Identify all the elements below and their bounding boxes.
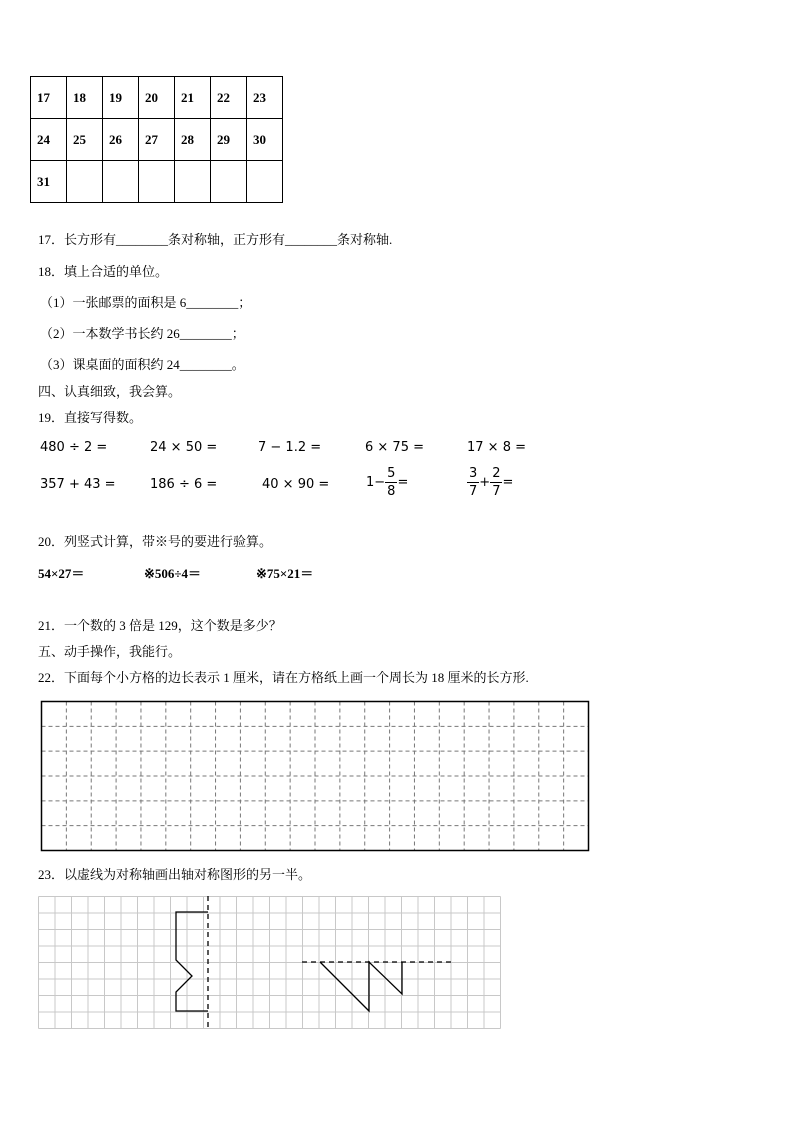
fraction-denominator: 7 [469,484,478,499]
calc-item: 186 ÷ 6 = [150,477,218,492]
vertical-calc-item: ※75×21＝ [256,566,314,581]
calendar-table [30,76,283,203]
calendar-cell [175,161,211,203]
calendar-cell: 30 [247,119,283,161]
fraction [467,465,479,500]
section-5-heading: 五、动手操作，我能行。 [38,644,182,659]
question-23: 23．以虚线为对称轴画出轴对称图形的另一半。 [38,867,312,882]
plus-sign: + [479,475,491,490]
calendar-cell: 31 [31,161,67,203]
calendar-cell: 20 [139,77,175,119]
calc-item: 7 − 1.2 = [258,440,322,455]
fraction-lead: 1− [366,475,386,490]
calendar-cell: 23 [247,77,283,119]
calc-item: 357 + 43 = [40,477,116,492]
calendar-cell [211,161,247,203]
question-18-item-3: （3）课桌面的面积约 24________。 [40,357,245,372]
fraction [490,465,502,500]
question-22: 22．下面每个小方格的边长表示 1 厘米，请在方格纸上画一个周长为 18 厘米的长方形. [38,670,529,685]
fraction-denominator: 8 [387,484,396,499]
question-19-title: 19．直接写得数。 [38,410,143,425]
fraction-numerator: 5 [387,466,396,481]
symmetry-grid[interactable] [38,896,504,1030]
fraction-numerator: 3 [469,466,478,481]
calc-item: 24 × 50 = [150,440,218,455]
question-18-title: 18．填上合适的单位。 [38,264,169,279]
fraction [385,465,397,500]
calendar-row [31,77,283,119]
calendar-cell [139,161,175,203]
question-17: 17．长方形有________条对称轴，正方形有________条对称轴. [38,232,393,247]
calendar-cell [103,161,139,203]
calendar-cell: 26 [103,119,139,161]
question-18-item-2: （2）一本数学书长约 26________； [40,326,245,341]
calc-item: 17 × 8 = [467,440,526,455]
dashed-grid-paper[interactable] [40,700,590,852]
calendar-cell: 21 [175,77,211,119]
question-21: 21．一个数的 3 倍是 129，这个数是多少？ [38,618,282,633]
calc-item: 40 × 90 = [262,477,330,492]
calendar-cell: 27 [139,119,175,161]
question-20-title: 20．列竖式计算，带※号的要进行验算。 [38,534,273,549]
fraction-tail: = [502,475,514,490]
calendar-row [31,119,283,161]
calendar-cell: 24 [31,119,67,161]
calendar-cell: 25 [67,119,103,161]
vertical-calc-item: ※506÷4＝ [144,566,202,581]
calendar-cell [247,161,283,203]
calendar-cell: 28 [175,119,211,161]
calendar-cell: 17 [31,77,67,119]
vertical-calc-item: 54×27＝ [38,566,85,581]
half-shape-right [320,962,402,1011]
fraction-denominator: 7 [492,484,501,499]
fraction-calc-item [467,465,513,500]
calendar-cell: 22 [211,77,247,119]
section-4-heading: 四、认真细致，我会算。 [38,384,182,399]
calendar-cell [67,161,103,203]
calendar-cell: 29 [211,119,247,161]
calc-item: 6 × 75 = [365,440,424,455]
calendar-row [31,161,283,203]
calc-item: 480 ÷ 2 = [40,440,108,455]
fraction-calc-item [366,465,408,500]
fraction-numerator: 2 [492,466,501,481]
calendar-cell: 19 [103,77,139,119]
fraction-tail: = [397,475,409,490]
calendar-cell: 18 [67,77,103,119]
question-18-item-1: （1）一张邮票的面积是 6________； [40,295,252,310]
